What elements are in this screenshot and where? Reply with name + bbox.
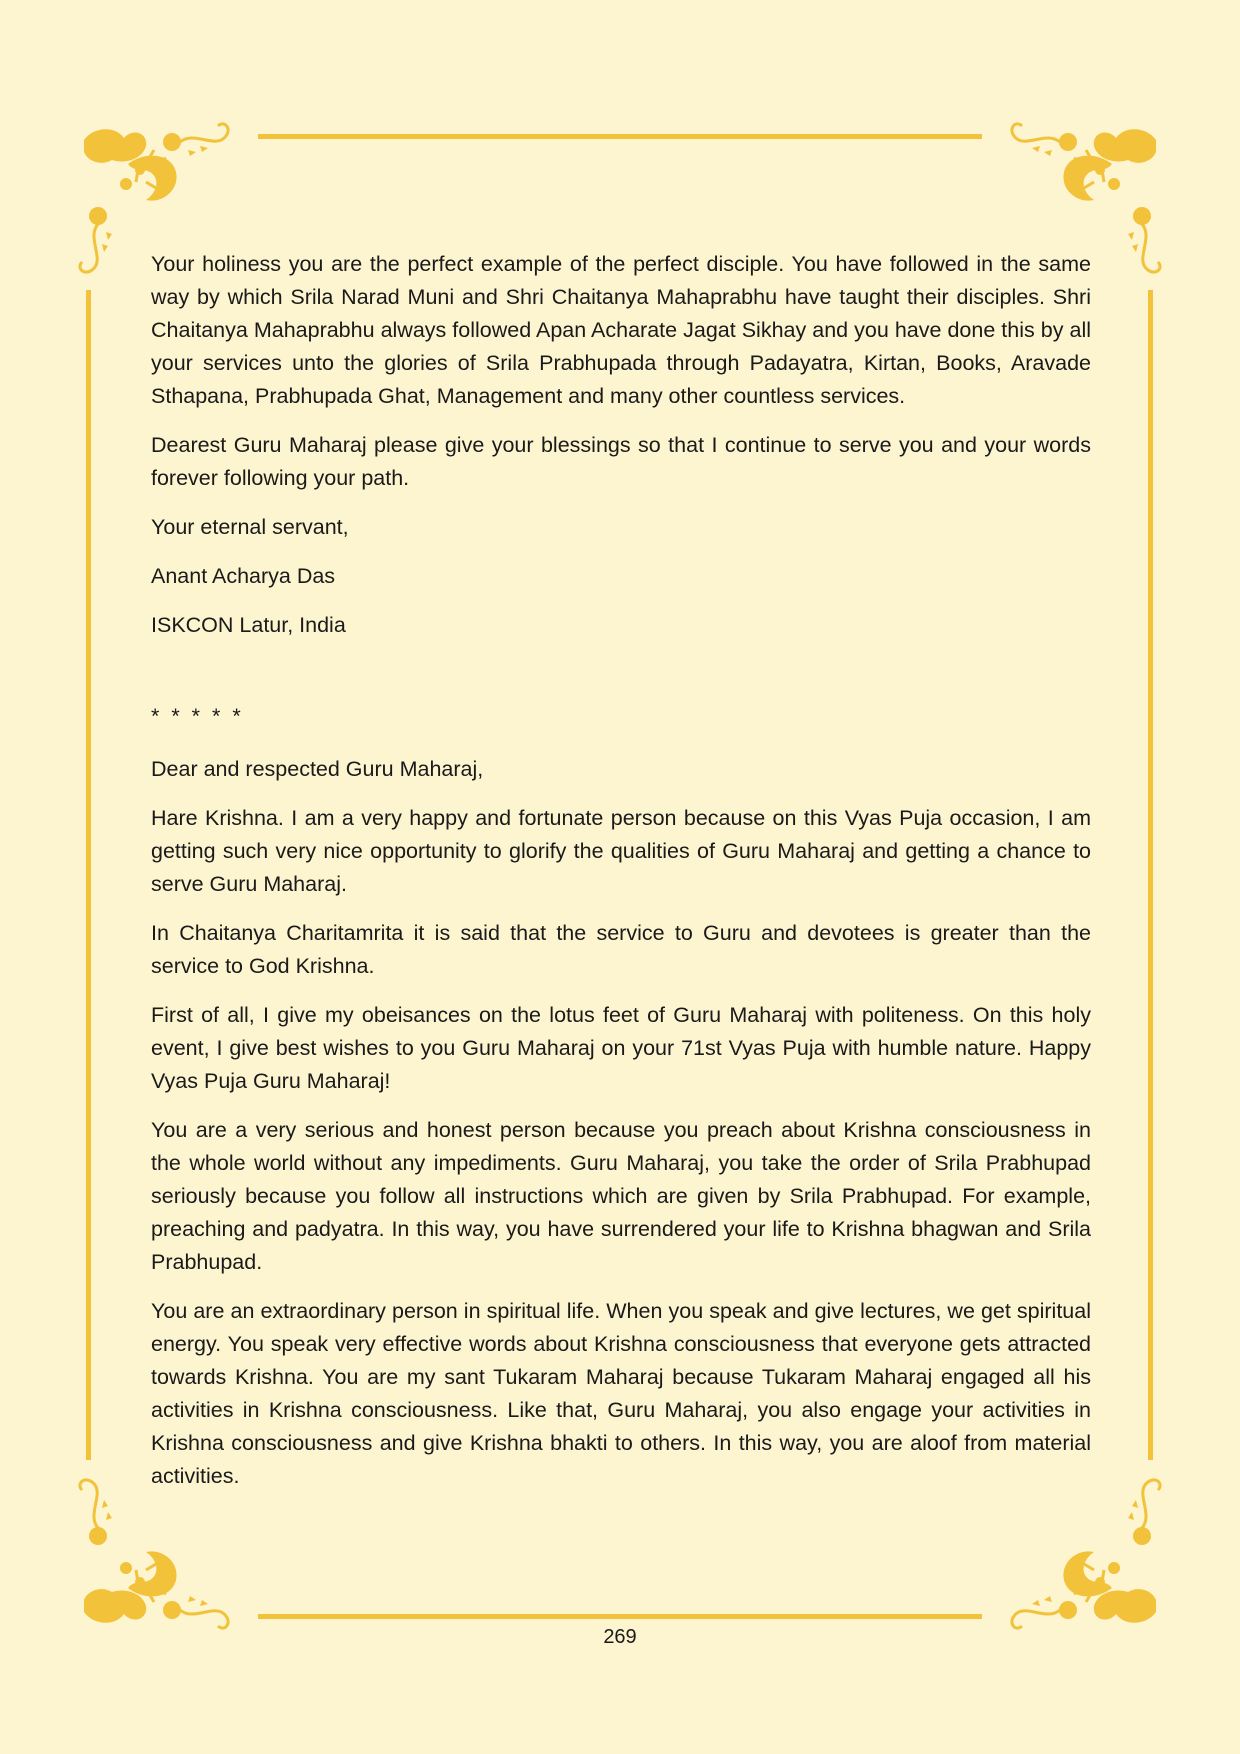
page-number: 269 <box>603 1626 637 1648</box>
frame-left-border <box>86 290 91 1460</box>
paragraph: Your holiness you are the perfect example of the perfect disciple. You have followed in the same way by which Srila Narad Muni and Shri Chaitanya Mahaprabhu have taught their disciples. Shri Chaitanya Mahaprabhu always followed Apan Acharate Jagat Sikhay and you have done this by all your services unto the glories of Srila Prabhupada through Padayatra, Kirtan, Books, Aravade Sthapana, Prabhupada Ghat, Management and many other countless services. <box>151 252 1091 408</box>
paragraph: First of all, I give my obeisances on the lotus feet of Guru Maharaj with politeness. On this holy event, I give best wishes to you Guru Maharaj on your 71st Vyas Puja with humble nature. Happy Vyas Puja Guru Maharaj! <box>151 1003 1091 1093</box>
salutation: Dear and respected Guru Maharaj, <box>151 757 484 781</box>
signature-location: ISKCON Latur, India <box>151 613 346 637</box>
frame-right-border <box>1148 290 1153 1460</box>
paragraph: You are a very serious and honest person because you preach about Krishna consciousness in the whole world without any impediments. Guru Maharaj, you take the order of Srila Prabhupad seriously because you follow all instructions which are given by Srila Prabhupad. For example, preaching and padyatra. In this way, you have surrendered your life to Krishna bhagwan and Srila Prabhupad. <box>151 1118 1091 1274</box>
signature-name: Anant Acharya Das <box>151 564 336 588</box>
closing-line: Your eternal servant, <box>151 515 349 539</box>
paragraph: In Chaitanya Charitamrita it is said that the service to Guru and devotees is greater than the service to God Krishna. <box>151 921 1091 978</box>
frame-top-border <box>258 134 982 139</box>
section-separator: * * * * * <box>151 704 244 728</box>
letter-body <box>151 248 1091 1509</box>
paragraph: Dearest Guru Maharaj please give your blessings so that I continue to serve you and your words forever following your path. <box>151 433 1091 490</box>
paragraph: Hare Krishna. I am a very happy and fortunate person because on this Vyas Puja occasion, I am getting such very nice opportunity to glorify the qualities of Guru Maharaj and getting a chance to serve Guru Maharaj. <box>151 806 1091 896</box>
paragraph: You are an extraordinary person in spiritual life. When you speak and give lectures, we get spiritual energy. You speak very effective words about Krishna consciousness that everyone gets attracted towards Krishna. You are my sant Tukaram Maharaj because Tukaram Maharaj engaged all his activities in Krishna consciousness. Like that, Guru Maharaj, you also engage your activities in Krishna consciousness and give Krishna bhakti to others. In this way, you are aloof from material activities. <box>151 1299 1091 1488</box>
frame-bottom-border <box>258 1614 982 1619</box>
